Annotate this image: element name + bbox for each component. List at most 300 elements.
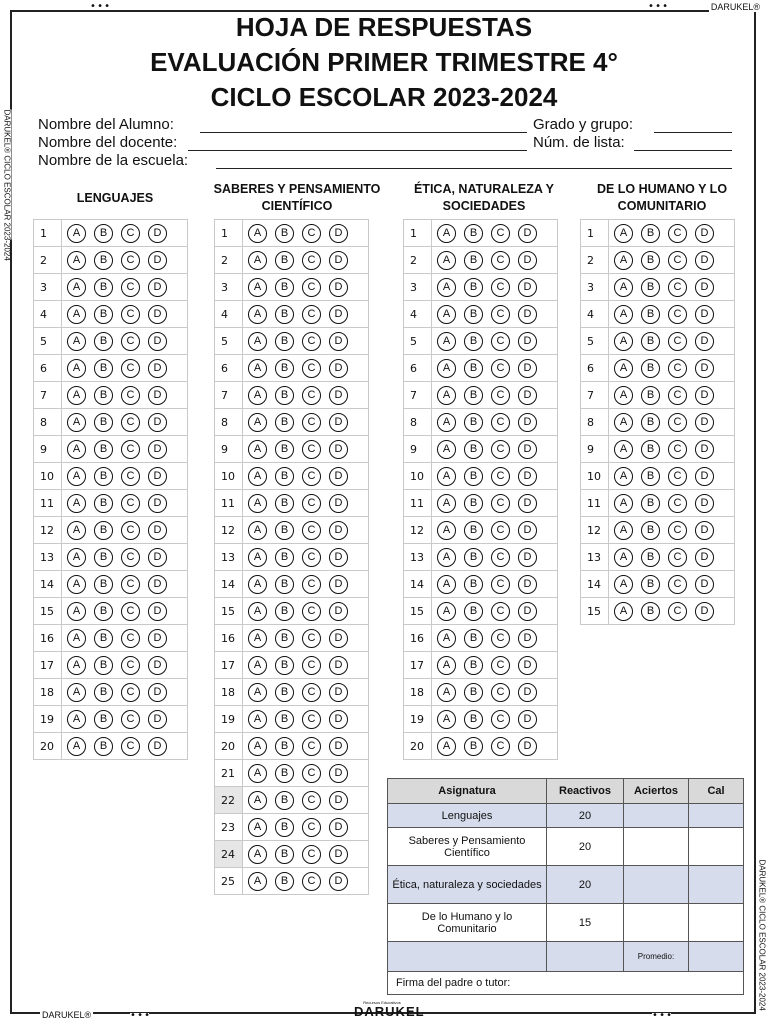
answer-bubble-a[interactable]: A <box>67 683 86 702</box>
answer-bubble-d[interactable]: D <box>329 305 348 324</box>
answer-bubble-c[interactable]: C <box>121 359 140 378</box>
answer-bubble-c[interactable]: C <box>668 278 687 297</box>
answer-bubble-c[interactable]: C <box>668 521 687 540</box>
answer-bubble-d[interactable]: D <box>518 359 537 378</box>
answer-bubble-a[interactable]: A <box>248 251 267 270</box>
answer-bubble-a[interactable]: A <box>437 737 456 756</box>
answer-bubble-a[interactable]: A <box>248 305 267 324</box>
answer-bubble-a[interactable]: A <box>248 602 267 621</box>
answer-bubble-d[interactable]: D <box>518 278 537 297</box>
answer-bubble-d[interactable]: D <box>329 737 348 756</box>
answer-bubble-c[interactable]: C <box>668 413 687 432</box>
answer-bubble-c[interactable]: C <box>491 413 510 432</box>
answer-bubble-a[interactable]: A <box>248 467 267 486</box>
answer-bubble-d[interactable]: D <box>518 224 537 243</box>
answer-bubble-d[interactable]: D <box>695 440 714 459</box>
answer-bubble-a[interactable]: A <box>437 575 456 594</box>
answer-bubble-d[interactable]: D <box>695 359 714 378</box>
answer-bubble-d[interactable]: D <box>518 656 537 675</box>
answer-bubble-c[interactable]: C <box>302 494 321 513</box>
answer-bubble-b[interactable]: B <box>464 278 483 297</box>
answer-bubble-b[interactable]: B <box>464 737 483 756</box>
answer-bubble-c[interactable]: C <box>491 656 510 675</box>
answer-bubble-d[interactable]: D <box>695 521 714 540</box>
answer-bubble-d[interactable]: D <box>329 656 348 675</box>
answer-bubble-b[interactable]: B <box>94 710 113 729</box>
answer-bubble-d[interactable]: D <box>695 278 714 297</box>
answer-bubble-c[interactable]: C <box>491 521 510 540</box>
answer-bubble-b[interactable]: B <box>94 683 113 702</box>
answer-bubble-a[interactable]: A <box>248 359 267 378</box>
answer-bubble-c[interactable]: C <box>491 710 510 729</box>
answer-bubble-a[interactable]: A <box>67 548 86 567</box>
answer-bubble-b[interactable]: B <box>94 467 113 486</box>
answer-bubble-a[interactable]: A <box>248 413 267 432</box>
answer-bubble-c[interactable]: C <box>491 548 510 567</box>
answer-bubble-a[interactable]: A <box>67 575 86 594</box>
answer-bubble-a[interactable]: A <box>67 494 86 513</box>
answer-bubble-c[interactable]: C <box>302 467 321 486</box>
answer-bubble-b[interactable]: B <box>641 251 660 270</box>
answer-bubble-c[interactable]: C <box>491 278 510 297</box>
answer-bubble-b[interactable]: B <box>464 359 483 378</box>
answer-bubble-a[interactable]: A <box>248 845 267 864</box>
answer-bubble-d[interactable]: D <box>695 386 714 405</box>
answer-bubble-c[interactable]: C <box>668 305 687 324</box>
answer-bubble-c[interactable]: C <box>491 683 510 702</box>
answer-bubble-c[interactable]: C <box>121 224 140 243</box>
answer-bubble-d[interactable]: D <box>695 602 714 621</box>
answer-bubble-d[interactable]: D <box>518 251 537 270</box>
answer-bubble-c[interactable]: C <box>121 575 140 594</box>
answer-bubble-d[interactable]: D <box>148 440 167 459</box>
answer-bubble-d[interactable]: D <box>148 278 167 297</box>
answer-bubble-d[interactable]: D <box>695 413 714 432</box>
answer-bubble-a[interactable]: A <box>614 359 633 378</box>
answer-bubble-c[interactable]: C <box>668 602 687 621</box>
answer-bubble-b[interactable]: B <box>641 413 660 432</box>
answer-bubble-b[interactable]: B <box>464 332 483 351</box>
answer-bubble-a[interactable]: A <box>248 440 267 459</box>
answer-bubble-c[interactable]: C <box>491 251 510 270</box>
answer-bubble-c[interactable]: C <box>121 710 140 729</box>
answer-bubble-b[interactable]: B <box>94 278 113 297</box>
answer-bubble-b[interactable]: B <box>275 413 294 432</box>
answer-bubble-b[interactable]: B <box>641 467 660 486</box>
answer-bubble-a[interactable]: A <box>67 413 86 432</box>
answer-bubble-b[interactable]: B <box>94 548 113 567</box>
answer-bubble-c[interactable]: C <box>491 359 510 378</box>
answer-bubble-a[interactable]: A <box>67 278 86 297</box>
answer-bubble-b[interactable]: B <box>275 467 294 486</box>
answer-bubble-a[interactable]: A <box>248 710 267 729</box>
answer-bubble-b[interactable]: B <box>464 224 483 243</box>
answer-bubble-d[interactable]: D <box>148 251 167 270</box>
answer-bubble-b[interactable]: B <box>94 332 113 351</box>
aciertos-cell[interactable] <box>624 904 689 942</box>
answer-bubble-a[interactable]: A <box>67 602 86 621</box>
answer-bubble-b[interactable]: B <box>275 872 294 891</box>
answer-bubble-a[interactable]: A <box>437 683 456 702</box>
answer-bubble-a[interactable]: A <box>437 332 456 351</box>
answer-bubble-c[interactable]: C <box>121 548 140 567</box>
answer-bubble-d[interactable]: D <box>518 575 537 594</box>
answer-bubble-b[interactable]: B <box>641 278 660 297</box>
answer-bubble-a[interactable]: A <box>248 548 267 567</box>
answer-bubble-d[interactable]: D <box>329 872 348 891</box>
answer-bubble-d[interactable]: D <box>329 386 348 405</box>
answer-bubble-a[interactable]: A <box>248 332 267 351</box>
answer-bubble-a[interactable]: A <box>248 575 267 594</box>
answer-bubble-a[interactable]: A <box>67 656 86 675</box>
answer-bubble-a[interactable]: A <box>248 683 267 702</box>
answer-bubble-d[interactable]: D <box>695 548 714 567</box>
answer-bubble-a[interactable]: A <box>437 224 456 243</box>
answer-bubble-b[interactable]: B <box>464 467 483 486</box>
answer-bubble-b[interactable]: B <box>275 440 294 459</box>
answer-bubble-c[interactable]: C <box>121 332 140 351</box>
answer-bubble-b[interactable]: B <box>275 251 294 270</box>
answer-bubble-a[interactable]: A <box>437 629 456 648</box>
answer-bubble-b[interactable]: B <box>464 521 483 540</box>
answer-bubble-c[interactable]: C <box>302 629 321 648</box>
answer-bubble-d[interactable]: D <box>148 224 167 243</box>
answer-bubble-c[interactable]: C <box>491 224 510 243</box>
answer-bubble-b[interactable]: B <box>275 791 294 810</box>
answer-bubble-b[interactable]: B <box>464 710 483 729</box>
answer-bubble-a[interactable]: A <box>614 251 633 270</box>
answer-bubble-d[interactable]: D <box>518 386 537 405</box>
answer-bubble-d[interactable]: D <box>695 251 714 270</box>
aciertos-cell[interactable] <box>624 804 689 828</box>
answer-bubble-b[interactable]: B <box>94 305 113 324</box>
answer-bubble-a[interactable]: A <box>437 602 456 621</box>
answer-bubble-c[interactable]: C <box>302 278 321 297</box>
answer-bubble-d[interactable]: D <box>148 710 167 729</box>
answer-bubble-d[interactable]: D <box>518 467 537 486</box>
answer-bubble-c[interactable]: C <box>302 683 321 702</box>
answer-bubble-b[interactable]: B <box>275 494 294 513</box>
answer-bubble-d[interactable]: D <box>518 305 537 324</box>
answer-bubble-d[interactable]: D <box>148 737 167 756</box>
answer-bubble-b[interactable]: B <box>464 494 483 513</box>
answer-bubble-b[interactable]: B <box>641 440 660 459</box>
answer-bubble-d[interactable]: D <box>329 251 348 270</box>
answer-bubble-d[interactable]: D <box>329 629 348 648</box>
answer-bubble-d[interactable]: D <box>329 521 348 540</box>
answer-bubble-c[interactable]: C <box>121 440 140 459</box>
answer-bubble-d[interactable]: D <box>329 575 348 594</box>
answer-bubble-a[interactable]: A <box>67 224 86 243</box>
answer-bubble-c[interactable]: C <box>302 386 321 405</box>
answer-bubble-a[interactable]: A <box>248 872 267 891</box>
answer-bubble-a[interactable]: A <box>67 386 86 405</box>
answer-bubble-b[interactable]: B <box>641 305 660 324</box>
answer-bubble-d[interactable]: D <box>695 467 714 486</box>
answer-bubble-c[interactable]: C <box>668 251 687 270</box>
answer-bubble-a[interactable]: A <box>614 575 633 594</box>
answer-bubble-b[interactable]: B <box>94 251 113 270</box>
answer-bubble-d[interactable]: D <box>518 629 537 648</box>
firma-field[interactable]: Firma del padre o tutor: <box>388 972 744 995</box>
answer-bubble-a[interactable]: A <box>437 710 456 729</box>
answer-bubble-b[interactable]: B <box>275 305 294 324</box>
promedio-cell[interactable] <box>689 942 744 972</box>
answer-bubble-b[interactable]: B <box>641 332 660 351</box>
answer-bubble-a[interactable]: A <box>67 251 86 270</box>
alumno-input-line[interactable] <box>200 132 527 133</box>
answer-bubble-d[interactable]: D <box>329 764 348 783</box>
answer-bubble-a[interactable]: A <box>67 305 86 324</box>
answer-bubble-a[interactable]: A <box>614 602 633 621</box>
answer-bubble-c[interactable]: C <box>491 467 510 486</box>
answer-bubble-c[interactable]: C <box>302 305 321 324</box>
escuela-input-line[interactable] <box>216 168 732 169</box>
answer-bubble-a[interactable]: A <box>437 278 456 297</box>
answer-bubble-c[interactable]: C <box>302 764 321 783</box>
answer-bubble-d[interactable]: D <box>329 332 348 351</box>
answer-bubble-c[interactable]: C <box>302 818 321 837</box>
answer-bubble-a[interactable]: A <box>248 278 267 297</box>
answer-bubble-d[interactable]: D <box>695 305 714 324</box>
answer-bubble-c[interactable]: C <box>121 656 140 675</box>
answer-bubble-c[interactable]: C <box>491 305 510 324</box>
answer-bubble-a[interactable]: A <box>614 305 633 324</box>
answer-bubble-d[interactable]: D <box>329 467 348 486</box>
answer-bubble-c[interactable]: C <box>491 737 510 756</box>
answer-bubble-c[interactable]: C <box>491 602 510 621</box>
answer-bubble-c[interactable]: C <box>302 575 321 594</box>
answer-bubble-c[interactable]: C <box>121 602 140 621</box>
answer-bubble-b[interactable]: B <box>275 359 294 378</box>
answer-bubble-d[interactable]: D <box>329 494 348 513</box>
answer-bubble-a[interactable]: A <box>437 521 456 540</box>
answer-bubble-b[interactable]: B <box>641 494 660 513</box>
answer-bubble-c[interactable]: C <box>302 332 321 351</box>
grado-input-line[interactable] <box>654 132 732 133</box>
answer-bubble-c[interactable]: C <box>121 413 140 432</box>
answer-bubble-b[interactable]: B <box>94 224 113 243</box>
answer-bubble-c[interactable]: C <box>121 683 140 702</box>
answer-bubble-c[interactable]: C <box>121 737 140 756</box>
answer-bubble-b[interactable]: B <box>641 575 660 594</box>
answer-bubble-b[interactable]: B <box>94 521 113 540</box>
answer-bubble-c[interactable]: C <box>302 845 321 864</box>
answer-bubble-c[interactable]: C <box>121 386 140 405</box>
docente-input-line[interactable] <box>188 150 527 151</box>
answer-bubble-b[interactable]: B <box>275 332 294 351</box>
answer-bubble-a[interactable]: A <box>614 467 633 486</box>
answer-bubble-b[interactable]: B <box>464 575 483 594</box>
answer-bubble-d[interactable]: D <box>695 224 714 243</box>
answer-bubble-b[interactable]: B <box>275 764 294 783</box>
answer-bubble-a[interactable]: A <box>614 440 633 459</box>
answer-bubble-b[interactable]: B <box>94 575 113 594</box>
answer-bubble-a[interactable]: A <box>248 629 267 648</box>
answer-bubble-b[interactable]: B <box>275 575 294 594</box>
answer-bubble-d[interactable]: D <box>148 386 167 405</box>
answer-bubble-c[interactable]: C <box>668 440 687 459</box>
answer-bubble-d[interactable]: D <box>329 278 348 297</box>
answer-bubble-c[interactable]: C <box>491 575 510 594</box>
answer-bubble-b[interactable]: B <box>641 224 660 243</box>
answer-bubble-a[interactable]: A <box>248 521 267 540</box>
answer-bubble-c[interactable]: C <box>302 737 321 756</box>
answer-bubble-a[interactable]: A <box>248 818 267 837</box>
cal-cell[interactable] <box>689 866 744 904</box>
answer-bubble-d[interactable]: D <box>518 602 537 621</box>
answer-bubble-c[interactable]: C <box>668 575 687 594</box>
answer-bubble-d[interactable]: D <box>518 332 537 351</box>
answer-bubble-a[interactable]: A <box>614 548 633 567</box>
answer-bubble-d[interactable]: D <box>329 683 348 702</box>
answer-bubble-c[interactable]: C <box>121 251 140 270</box>
answer-bubble-c[interactable]: C <box>302 872 321 891</box>
answer-bubble-b[interactable]: B <box>275 629 294 648</box>
answer-bubble-b[interactable]: B <box>641 521 660 540</box>
answer-bubble-a[interactable]: A <box>67 629 86 648</box>
cal-cell[interactable] <box>689 828 744 866</box>
answer-bubble-a[interactable]: A <box>67 332 86 351</box>
answer-bubble-a[interactable]: A <box>67 467 86 486</box>
answer-bubble-b[interactable]: B <box>94 494 113 513</box>
answer-bubble-b[interactable]: B <box>275 386 294 405</box>
answer-bubble-c[interactable]: C <box>491 494 510 513</box>
answer-bubble-d[interactable]: D <box>518 710 537 729</box>
aciertos-cell[interactable] <box>624 828 689 866</box>
answer-bubble-d[interactable]: D <box>148 629 167 648</box>
answer-bubble-a[interactable]: A <box>437 251 456 270</box>
answer-bubble-b[interactable]: B <box>464 251 483 270</box>
answer-bubble-b[interactable]: B <box>464 629 483 648</box>
answer-bubble-c[interactable]: C <box>302 710 321 729</box>
answer-bubble-c[interactable]: C <box>121 521 140 540</box>
answer-bubble-a[interactable]: A <box>437 386 456 405</box>
answer-bubble-d[interactable]: D <box>695 494 714 513</box>
answer-bubble-b[interactable]: B <box>464 413 483 432</box>
answer-bubble-c[interactable]: C <box>302 440 321 459</box>
answer-bubble-d[interactable]: D <box>148 413 167 432</box>
answer-bubble-c[interactable]: C <box>491 440 510 459</box>
answer-bubble-d[interactable]: D <box>518 737 537 756</box>
answer-bubble-d[interactable]: D <box>695 332 714 351</box>
answer-bubble-b[interactable]: B <box>464 683 483 702</box>
answer-bubble-a[interactable]: A <box>614 386 633 405</box>
answer-bubble-c[interactable]: C <box>121 629 140 648</box>
answer-bubble-a[interactable]: A <box>67 710 86 729</box>
answer-bubble-d[interactable]: D <box>148 494 167 513</box>
answer-bubble-a[interactable]: A <box>614 278 633 297</box>
answer-bubble-d[interactable]: D <box>329 224 348 243</box>
answer-bubble-b[interactable]: B <box>275 845 294 864</box>
answer-bubble-a[interactable]: A <box>67 737 86 756</box>
answer-bubble-b[interactable]: B <box>464 440 483 459</box>
answer-bubble-d[interactable]: D <box>148 602 167 621</box>
answer-bubble-d[interactable]: D <box>148 656 167 675</box>
cal-cell[interactable] <box>689 904 744 942</box>
answer-bubble-c[interactable]: C <box>302 656 321 675</box>
answer-bubble-a[interactable]: A <box>614 521 633 540</box>
answer-bubble-d[interactable]: D <box>148 575 167 594</box>
answer-bubble-b[interactable]: B <box>275 737 294 756</box>
answer-bubble-b[interactable]: B <box>94 656 113 675</box>
answer-bubble-b[interactable]: B <box>275 602 294 621</box>
answer-bubble-b[interactable]: B <box>94 386 113 405</box>
answer-bubble-d[interactable]: D <box>518 494 537 513</box>
answer-bubble-b[interactable]: B <box>464 656 483 675</box>
answer-bubble-c[interactable]: C <box>302 602 321 621</box>
answer-bubble-c[interactable]: C <box>302 359 321 378</box>
answer-bubble-c[interactable]: C <box>121 305 140 324</box>
answer-bubble-a[interactable]: A <box>437 548 456 567</box>
answer-bubble-a[interactable]: A <box>248 737 267 756</box>
answer-bubble-d[interactable]: D <box>148 683 167 702</box>
answer-bubble-d[interactable]: D <box>329 818 348 837</box>
answer-bubble-b[interactable]: B <box>641 386 660 405</box>
answer-bubble-b[interactable]: B <box>275 818 294 837</box>
answer-bubble-b[interactable]: B <box>464 386 483 405</box>
answer-bubble-a[interactable]: A <box>437 359 456 378</box>
answer-bubble-a[interactable]: A <box>437 413 456 432</box>
answer-bubble-b[interactable]: B <box>94 602 113 621</box>
answer-bubble-a[interactable]: A <box>614 413 633 432</box>
answer-bubble-a[interactable]: A <box>248 764 267 783</box>
answer-bubble-b[interactable]: B <box>464 602 483 621</box>
answer-bubble-a[interactable]: A <box>67 359 86 378</box>
answer-bubble-a[interactable]: A <box>437 440 456 459</box>
answer-bubble-c[interactable]: C <box>668 359 687 378</box>
answer-bubble-a[interactable]: A <box>67 440 86 459</box>
answer-bubble-d[interactable]: D <box>518 413 537 432</box>
answer-bubble-d[interactable]: D <box>148 548 167 567</box>
answer-bubble-d[interactable]: D <box>518 521 537 540</box>
lista-input-line[interactable] <box>634 150 732 151</box>
answer-bubble-c[interactable]: C <box>302 413 321 432</box>
answer-bubble-d[interactable]: D <box>148 305 167 324</box>
answer-bubble-b[interactable]: B <box>94 737 113 756</box>
answer-bubble-b[interactable]: B <box>275 224 294 243</box>
answer-bubble-b[interactable]: B <box>641 359 660 378</box>
answer-bubble-b[interactable]: B <box>275 548 294 567</box>
answer-bubble-c[interactable]: C <box>668 386 687 405</box>
answer-bubble-a[interactable]: A <box>248 791 267 810</box>
answer-bubble-b[interactable]: B <box>275 521 294 540</box>
answer-bubble-b[interactable]: B <box>275 278 294 297</box>
answer-bubble-a[interactable]: A <box>437 656 456 675</box>
answer-bubble-a[interactable]: A <box>248 224 267 243</box>
answer-bubble-a[interactable]: A <box>437 467 456 486</box>
answer-bubble-c[interactable]: C <box>491 629 510 648</box>
answer-bubble-d[interactable]: D <box>329 791 348 810</box>
answer-bubble-d[interactable]: D <box>148 467 167 486</box>
answer-bubble-a[interactable]: A <box>614 224 633 243</box>
answer-bubble-c[interactable]: C <box>302 791 321 810</box>
answer-bubble-c[interactable]: C <box>491 386 510 405</box>
answer-bubble-b[interactable]: B <box>275 683 294 702</box>
answer-bubble-d[interactable]: D <box>329 359 348 378</box>
answer-bubble-c[interactable]: C <box>302 548 321 567</box>
answer-bubble-b[interactable]: B <box>94 440 113 459</box>
answer-bubble-a[interactable]: A <box>248 494 267 513</box>
answer-bubble-d[interactable]: D <box>148 332 167 351</box>
answer-bubble-c[interactable]: C <box>668 467 687 486</box>
answer-bubble-d[interactable]: D <box>148 359 167 378</box>
answer-bubble-b[interactable]: B <box>641 602 660 621</box>
answer-bubble-d[interactable]: D <box>329 548 348 567</box>
answer-bubble-c[interactable]: C <box>302 224 321 243</box>
answer-bubble-a[interactable]: A <box>437 494 456 513</box>
answer-bubble-b[interactable]: B <box>94 359 113 378</box>
